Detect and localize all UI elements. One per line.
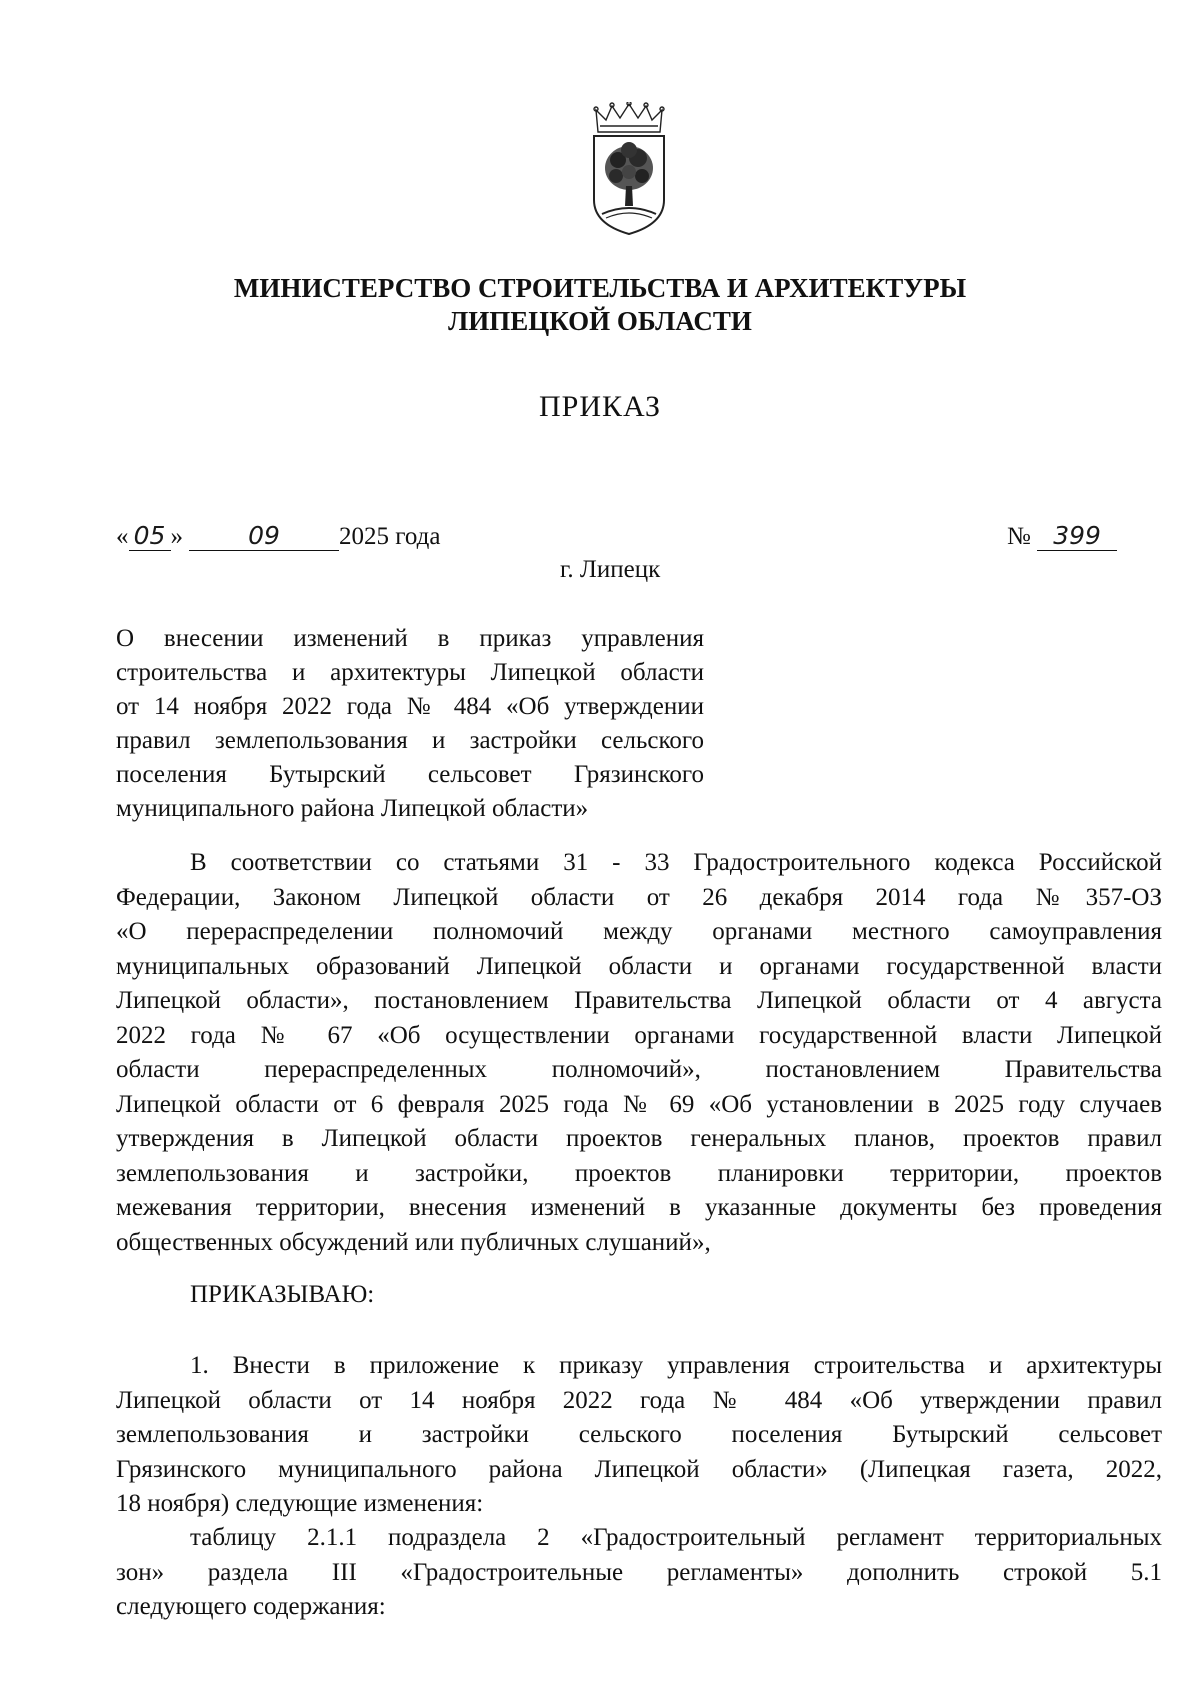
item-1-line: Липецкой области от 14 ноября 2022 года № 484 «Об утверждении правил [116, 1386, 1162, 1414]
preamble-line: Федерации, Законом Липецкой области от 26 декабря 2014 года №357-ОЗ [116, 883, 1162, 911]
preamble-line: 2022 года № 67 «Об осуществлении органами государственной власти Липецкой [116, 1021, 1162, 1049]
date-day: 05 [129, 521, 171, 551]
subject-line: от 14 ноября 2022 года № 484 «Об утверждении [116, 693, 704, 720]
preamble-paragraph [116, 846, 1162, 1260]
item-1-sub-line: следующего содержания: [116, 1593, 386, 1620]
date-year: 2025 года [339, 523, 441, 550]
date-close-quote: » [170, 523, 183, 550]
date-month: 09 [189, 521, 339, 551]
subject-line: строительства и архитектуры Липецкой области [116, 659, 704, 686]
item-1-sub-line: таблицу 2.1.1 подраздела 2 «Градостроительный регламент территориальных [190, 1524, 1162, 1551]
subject-line: поселения Бутырский сельсовет Грязинского [116, 761, 704, 788]
document-type-title: ПРИКАЗ [539, 390, 661, 423]
number-label: № [1007, 523, 1031, 550]
order-directive-word: ПРИКАЗЫВАЮ: [190, 1281, 375, 1308]
preamble-line: землепользования и застройки, проектов планировки территории, проектов [116, 1159, 1162, 1187]
preamble-line: общественных обсуждений или публичных слушаний», [116, 1228, 711, 1256]
preamble-line: утверждения в Липецкой области проектов генеральных планов, проектов правил [116, 1125, 1162, 1152]
item-1-sub-line: зон» раздела III «Градостроительные регламенты» дополнить строкой 5.1 [116, 1558, 1162, 1586]
date-open-quote: « [116, 523, 129, 550]
subject-line: муниципального района Липецкой области» [116, 795, 589, 822]
document-subject [116, 622, 704, 826]
document-date [116, 521, 440, 555]
ministry-name-line1: МИНИСТЕРСТВО СТРОИТЕЛЬСТВА И АРХИТЕКТУРЫ [233, 273, 967, 303]
ministry-name-line2: ЛИПЕЦКОЙ ОБЛАСТИ [448, 306, 752, 336]
preamble-line: В соответствии со статьями 31 - 33 Градостроительного кодекса Российской [190, 849, 1162, 876]
preamble-line: Липецкой области от 6 февраля 2025 года № 69 «Об установлении в 2025 году случаев [116, 1090, 1162, 1118]
preamble-line: муниципальных образований Липецкой области и органами государственной власти [116, 952, 1162, 980]
item-1-sub-paragraph [116, 1521, 1162, 1625]
subject-line: О внесении изменений в приказ управления [116, 625, 704, 652]
item-1-line: 1. Внести в приложение к приказу управления строительства и архитектуры [190, 1352, 1162, 1379]
preamble-line: области перераспределенных полномочий», постановлением Правительства [116, 1056, 1162, 1083]
preamble-line: межевания территории, внесения изменений в указанные документы без проведения [116, 1194, 1162, 1221]
item-1-line: 18 ноября) следующие изменения: [116, 1490, 484, 1517]
coat-of-arms-emblem [588, 102, 670, 236]
item-1-line: землепользования и застройки сельского поселения Бутырский сельсовет [116, 1421, 1162, 1448]
item-1-paragraph [116, 1349, 1162, 1522]
city-name: г. Липецк [560, 556, 661, 583]
item-1-line: Грязинского муниципального района Липецкой области» (Липецкая газета, 2022, [116, 1455, 1162, 1483]
preamble-line: Липецкой области», постановлением Правительства Липецкой области от 4 августа [116, 987, 1162, 1014]
preamble-line: «О перераспределении полномочий между органами местного самоуправления [116, 918, 1162, 945]
document-number [1007, 521, 1117, 551]
subject-line: правил землепользования и застройки сельского [116, 727, 704, 754]
number-value: 399 [1037, 521, 1117, 551]
